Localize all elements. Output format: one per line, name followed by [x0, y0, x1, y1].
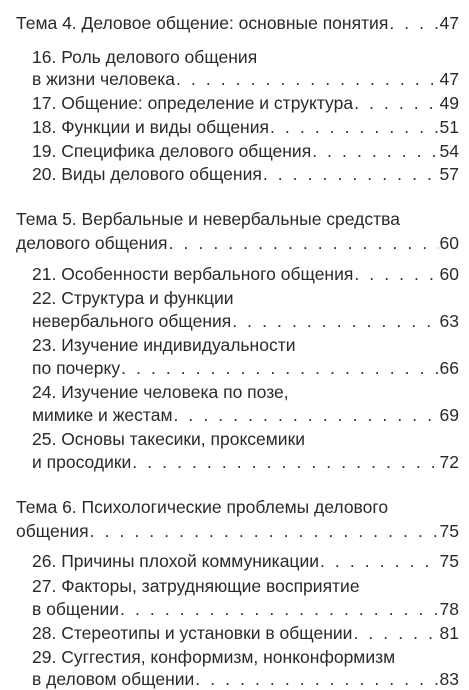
- toc-page-number: 51: [439, 117, 459, 137]
- toc-item-27: [32, 598, 459, 620]
- toc-item-title: в общении: [32, 599, 120, 619]
- toc-topic-title: общения: [16, 521, 89, 541]
- toc-item-title: 21. Особенности вербального общения: [32, 264, 354, 284]
- toc-item-20: [32, 163, 459, 185]
- toc-item-22: [32, 310, 459, 332]
- toc-item-27-line1: 27. Факторы, затрудняющие восприятие: [32, 576, 360, 596]
- toc-topic-5-line1: Тема 5. Вербальные и невербальные средства: [16, 209, 400, 229]
- toc-page-number: 63: [439, 311, 459, 331]
- toc-item-23: [32, 357, 459, 379]
- dot-leader: [354, 92, 438, 114]
- toc-item-24-line1: 24. Изучение человека по позе,: [32, 382, 289, 402]
- toc-item-25: [32, 451, 459, 473]
- toc-item-title: 19. Специфика делового общения: [32, 141, 312, 161]
- toc-item-title: 20. Виды делового общения: [32, 164, 262, 184]
- dot-leader: [354, 263, 438, 285]
- toc-item-title: 26. Причины плохой коммуникации: [32, 551, 319, 571]
- toc-item-title: 18. Функции и виды общения: [32, 117, 269, 137]
- toc-page-number: 49: [439, 93, 459, 113]
- toc-page-number: 47: [439, 69, 459, 89]
- toc-page-number: 69: [439, 405, 459, 425]
- toc-item-title: в деловом общении: [32, 669, 195, 689]
- toc-item-22-line1: 22. Структура и функции: [32, 288, 234, 308]
- dot-leader: [90, 520, 439, 542]
- dot-leader: [195, 668, 438, 690]
- toc-topic-4: [16, 12, 459, 34]
- toc-item-28: [32, 622, 459, 644]
- toc-topic-title: Тема 4. Деловое общение: основные понятия: [16, 13, 389, 33]
- toc-page-number: 78: [439, 599, 459, 619]
- dot-leader: [169, 232, 439, 254]
- dot-leader: [389, 12, 438, 34]
- toc-item-16: [32, 68, 459, 90]
- toc-page-number: 81: [439, 623, 459, 643]
- toc-item-title: мимике и жестам: [32, 405, 173, 425]
- toc-item-17: [32, 92, 459, 114]
- toc-item-21: [32, 263, 459, 285]
- dot-leader: [263, 163, 439, 185]
- toc-page-number: 60: [439, 264, 459, 284]
- toc-page-number: 47: [439, 13, 459, 33]
- toc-item-18: [32, 116, 459, 138]
- dot-leader: [176, 68, 439, 90]
- toc-item-23-line1: 23. Изучение индивидуальности: [32, 335, 296, 355]
- dot-leader: [353, 622, 438, 644]
- toc-page-number: 83: [439, 669, 459, 689]
- toc-item-title: 17. Общение: определение и структура: [32, 93, 354, 113]
- dot-leader: [121, 357, 438, 379]
- dot-leader: [173, 404, 438, 426]
- toc-page-number: 72: [439, 452, 459, 472]
- toc-item-26: [32, 550, 459, 572]
- toc-page-number: 57: [439, 164, 459, 184]
- dot-leader: [312, 140, 438, 162]
- toc-item-title: в жизни человека: [32, 69, 175, 89]
- toc-page-number: 54: [439, 141, 459, 161]
- toc-topic-6: [16, 520, 459, 542]
- toc-item-24: [32, 404, 459, 426]
- toc-item-16-line1: 16. Роль делового общения: [32, 47, 258, 67]
- toc-page-number: 75: [439, 521, 459, 541]
- toc-item-29-line1: 29. Суггестия, конформизм, нонконформизм: [32, 647, 396, 667]
- dot-leader: [132, 451, 438, 473]
- dot-leader: [120, 598, 438, 620]
- toc-item-19: [32, 140, 459, 162]
- dot-leader: [320, 550, 439, 572]
- toc-item-25-line1: 25. Основы такесики, проксемики: [32, 429, 306, 449]
- dot-leader: [270, 116, 439, 138]
- toc-page-number: 75: [439, 551, 459, 571]
- toc-topic-6-line1: Тема 6. Психологические проблемы делового: [16, 497, 389, 517]
- dot-leader: [232, 310, 438, 332]
- toc-item-title: и просодики: [32, 452, 132, 472]
- toc-page-number: 66: [439, 358, 459, 378]
- toc-item-title: невербального общения: [32, 311, 232, 331]
- toc-item-title: по почерку: [32, 358, 121, 378]
- toc-page-number: 60: [439, 233, 459, 253]
- toc-item-29: [32, 668, 459, 690]
- toc-topic-5: [16, 232, 459, 254]
- toc-topic-title: делового общения: [16, 233, 168, 253]
- toc-item-title: 28. Стереотипы и установки в общении: [32, 623, 353, 643]
